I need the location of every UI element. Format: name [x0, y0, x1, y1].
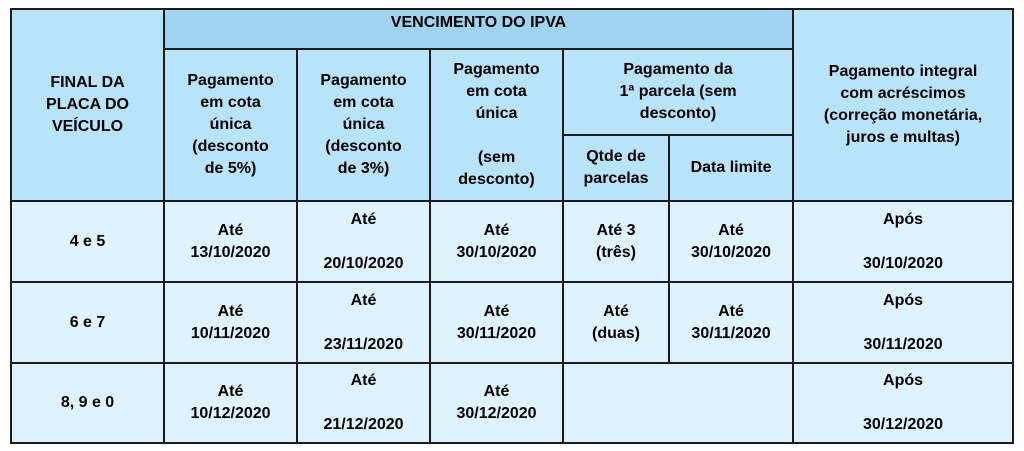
deadline-cell: Até 30/11/2020 [669, 282, 793, 363]
installment-count-cell: Até 3 (três) [563, 201, 669, 282]
empty-installment-cell [563, 363, 793, 443]
vencimento-header: VENCIMENTO DO IPVA [164, 9, 793, 49]
payment-no-discount-header: Pagamento em cota única (sem desconto) [430, 49, 563, 201]
installment-count-cell: Até (duas) [563, 282, 669, 363]
deadline-cell: Até 30/10/2020 [669, 201, 793, 282]
discount-3-cell: Até 23/11/2020 [297, 282, 430, 363]
payment-discount-3-header: Pagamento em cota única (desconto de 3%) [297, 49, 430, 201]
discount-5-cell: Até 13/10/2020 [164, 201, 297, 282]
no-discount-cell: Até 30/11/2020 [430, 282, 563, 363]
no-discount-cell: Até 30/12/2020 [430, 363, 563, 443]
discount-3-cell: Até 21/12/2020 [297, 363, 430, 443]
discount-3-cell: Até 20/10/2020 [297, 201, 430, 282]
discount-5-cell: Até 10/11/2020 [164, 282, 297, 363]
integral-payment-cell: Após 30/11/2020 [793, 282, 1013, 363]
discount-5-cell: Até 10/12/2020 [164, 363, 297, 443]
plate-final-cell: 4 e 5 [11, 201, 164, 282]
table-row [11, 201, 1013, 282]
installment-count-header: Qtde de parcelas [563, 135, 669, 201]
plate-final-cell: 8, 9 e 0 [11, 363, 164, 443]
payment-discount-5-header: Pagamento em cota única (desconto de 5%) [164, 49, 297, 201]
no-discount-cell: Até 30/10/2020 [430, 201, 563, 282]
deadline-header: Data limite [669, 135, 793, 201]
integral-payment-cell: Após 30/10/2020 [793, 201, 1013, 282]
plate-final-cell: 6 e 7 [11, 282, 164, 363]
integral-payment-header: Pagamento integral com acréscimos (correção monetária, juros e multas) [793, 9, 1013, 201]
plate-final-header: FINAL DA PLACA DO VEÍCULO [11, 9, 164, 201]
table-row [11, 363, 1013, 443]
table-row [11, 282, 1013, 363]
first-installment-header: Pagamento da 1ª parcela (sem desconto) [563, 49, 793, 135]
integral-payment-cell: Após 30/12/2020 [793, 363, 1013, 443]
ipva-schedule-table [10, 8, 1014, 444]
